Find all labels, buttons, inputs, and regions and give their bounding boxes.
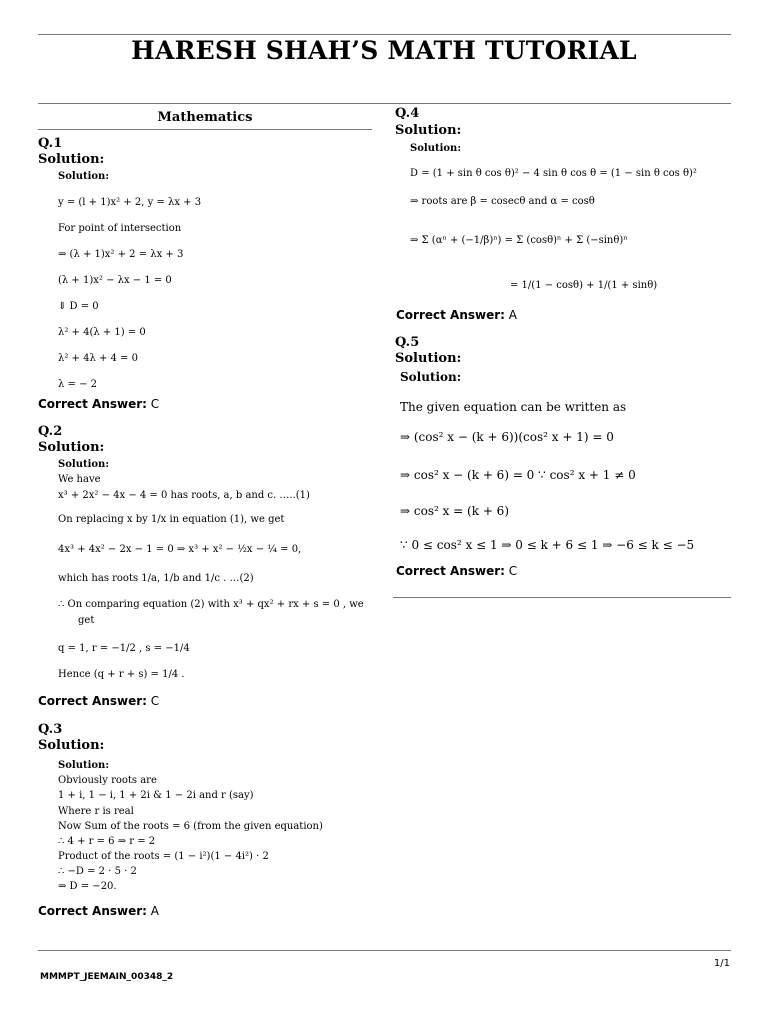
solution-label: Solution:: [38, 440, 105, 455]
solution-line: ∴ On comparing equation (2) with x³ + qx² + rx + s = 0 , we: [58, 599, 364, 610]
correct-answer: [38, 904, 159, 918]
solution-line: y = (l + 1)x² + 2, y = λx + 3: [58, 197, 202, 208]
solution-line: 1 + i, 1 − i, 1 + 2i & 1 − 2i and r (say): [58, 790, 254, 801]
top-rule: [38, 34, 731, 35]
solution-line: For point of intersection: [58, 223, 182, 234]
solution-line: Obviously roots are: [58, 775, 157, 786]
answer-value: C: [150, 694, 160, 708]
solution-line: Now Sum of the roots = 6 (from the given equation): [58, 821, 323, 832]
solution-body: [400, 371, 730, 561]
solution-line: 4x³ + 4x² − 2x − 1 = 0 ⇒ x³ + x² − ½x − ¼ = 0,: [58, 544, 302, 555]
solution-line: Where r is real: [58, 806, 134, 817]
solution-line: ⇒ (λ + 1)x² + 2 = λx + 3: [58, 249, 184, 260]
solution-line: On replacing x by 1/x in equation (1), we get: [58, 514, 285, 525]
solution-line: which has roots 1/a, 1/b and 1/c . …(2): [58, 573, 254, 584]
solution-line: λ² + 4(λ + 1) = 0: [58, 327, 146, 338]
solution-line: ⇒ D = −20.: [58, 881, 117, 892]
solution-line: D = (1 + sin θ cos θ)² − 4 sin θ cos θ = (1 − sin θ cos θ)²: [410, 168, 697, 179]
subject-heading: Mathematics: [157, 110, 253, 125]
solution-line: ⇓ D = 0: [58, 301, 99, 312]
correct-answer: [38, 397, 159, 411]
solution-line: ∴ −D = 2 · 5 · 2: [58, 866, 137, 877]
solution-body: [58, 170, 368, 392]
solution-body: [410, 142, 730, 302]
solution-line: ⇒ Σ (αⁿ + (−1/β)ⁿ) = Σ (cosθ)ⁿ + Σ (−sinθ)ⁿ: [410, 235, 628, 246]
solution-line: get: [78, 615, 95, 626]
solution-line: ⇒ cos² x − (k + 6) = 0 ∵ cos² x + 1 ≠ 0: [400, 468, 636, 482]
solution-line: Solution:: [58, 760, 110, 771]
question-number: Q.1: [38, 136, 63, 151]
solution-line: We have: [58, 474, 101, 485]
correct-answer: [396, 564, 517, 578]
solution-line: Solution:: [410, 143, 462, 154]
solution-label: Solution:: [395, 123, 462, 138]
answer-value: C: [150, 397, 160, 411]
header-rule: [38, 103, 731, 104]
answer-label: Correct Answer:: [38, 904, 147, 918]
answer-label: Correct Answer:: [396, 564, 505, 578]
solution-label: Solution:: [38, 738, 105, 753]
solution-line: x³ + 2x² − 4x − 4 = 0 has roots, a, b and c. …..(1): [58, 490, 310, 501]
question-number: Q.2: [38, 424, 63, 439]
solution-line: ∴ 4 + r = 6 ⇒ r = 2: [58, 836, 156, 847]
solution-line: ∵ 0 ≤ cos² x ≤ 1 ⇒ 0 ≤ k + 6 ≤ 1 ⇒ −6 ≤ k ≤ −5: [400, 538, 695, 552]
answer-label: Correct Answer:: [38, 694, 147, 708]
solution-line: ⇒ roots are β = cosecθ and α = cosθ: [410, 196, 595, 207]
question-number: Q.3: [38, 722, 63, 737]
solution-line: λ² + 4λ + 4 = 0: [58, 353, 138, 364]
solution-line: Hence (q + r + s) = 1/4 .: [58, 669, 185, 680]
page-number: 1/1: [713, 958, 730, 969]
answer-label: Correct Answer:: [38, 397, 147, 411]
page-title: HARESH SHAH’S MATH TUTORIAL: [131, 36, 637, 65]
footer-rule: [38, 950, 731, 951]
answer-value: C: [508, 564, 518, 578]
answer-value: A: [150, 904, 160, 918]
solution-line: ⇒ (cos² x − (k + 6))(cos² x + 1) = 0: [400, 430, 614, 444]
section-end-rule: [393, 597, 731, 598]
question-number: Q.4: [395, 106, 420, 121]
answer-label: Correct Answer:: [396, 308, 505, 322]
solution-line: Solution:: [58, 171, 110, 182]
solution-line: Solution:: [58, 459, 110, 470]
document-code: MMMPT_JEEMAIN_00348_2: [40, 972, 174, 982]
solution-line: (λ + 1)x² − λx − 1 = 0: [58, 275, 172, 286]
correct-answer: [396, 308, 517, 322]
solution-line: The given equation can be written as: [400, 400, 627, 414]
solution-label: Solution:: [395, 351, 462, 366]
subject-rule: [38, 129, 372, 130]
solution-label: Solution:: [38, 152, 105, 167]
correct-answer: [38, 694, 159, 708]
solution-line: q = 1, r = −1/2 , s = −1/4: [58, 643, 190, 654]
solution-line: Product of the roots = (1 − i²)(1 − 4i²) · 2: [58, 851, 269, 862]
question-number: Q.5: [395, 335, 420, 350]
solution-line: Solution:: [400, 370, 462, 384]
solution-body: [58, 458, 368, 688]
solution-body: [58, 759, 368, 899]
solution-line: = 1/(1 − cosθ) + 1/(1 + sinθ): [510, 280, 658, 291]
solution-line: ⇒ cos² x = (k + 6): [400, 504, 510, 518]
answer-value: A: [508, 308, 518, 322]
solution-line: λ = − 2: [58, 379, 97, 390]
